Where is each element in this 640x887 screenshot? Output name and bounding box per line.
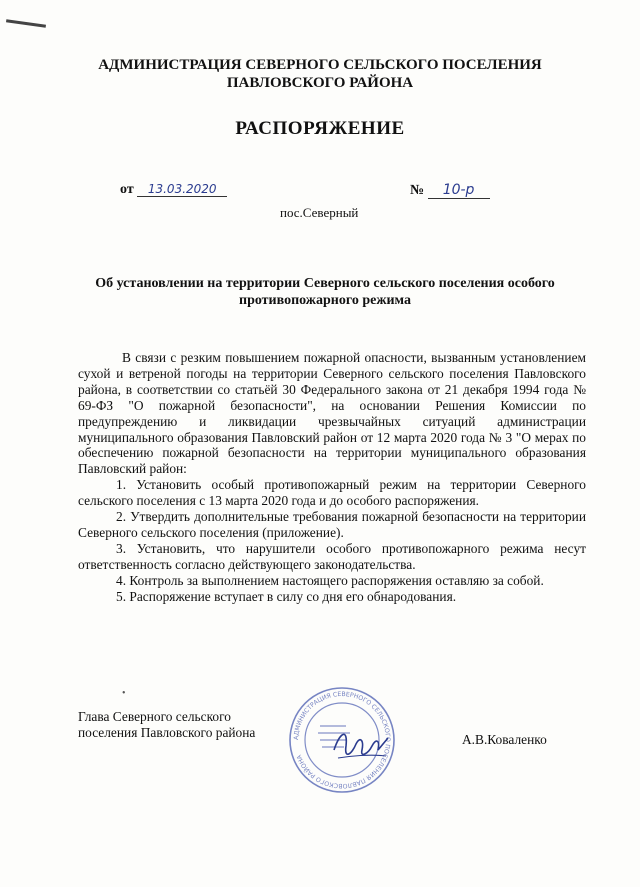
handwritten-signature-icon bbox=[330, 720, 392, 768]
signatory-position bbox=[78, 709, 255, 741]
signatory-position-line-1: Глава Северного сельского bbox=[78, 709, 231, 724]
body-item-3: 3. Установить, что нарушители особого противопожарного режима несут ответственность согласно действующего законодательства. bbox=[78, 540, 586, 572]
number-prefix: № bbox=[410, 183, 425, 198]
date-value: 13.03.2020 bbox=[137, 182, 227, 197]
number-value: 10-р bbox=[428, 182, 490, 199]
body-intro: В связи с резким повышением пожарной опасности, вызванным установлением сухой и ветреной погоды на территории Северного сельского поселения Павловского района, в соответствии со статьёй 30 Федерального закона от 21 декабря 1994 года № 69-ФЗ "О пожарной безопасности", на основании Решения Комиссии по предупреждению и ликвидации чрезвычайных ситуаций администрации муниципального образования Павловский район от 12 марта 2020 года № 3 "О мерах по обеспечению пожарной безопасности на территории муниципального образования Павловский район: bbox=[78, 350, 586, 477]
signatory-position-line-2: поселения Павловского района bbox=[78, 725, 256, 740]
stray-mark: • bbox=[122, 688, 126, 699]
place-of-issue: пос.Северный bbox=[280, 205, 359, 220]
signatory-name: А.В.Коваленко bbox=[462, 732, 547, 747]
date-field bbox=[120, 182, 227, 198]
document-type: РАСПОРЯЖЕНИЕ bbox=[235, 118, 405, 139]
date-prefix: от bbox=[120, 182, 134, 197]
body-item-5: 5. Распоряжение вступает в силу со дня его обнародования. bbox=[116, 588, 457, 604]
stamp-ring-text: АДМИНИСТРАЦИЯ СЕВЕРНОГО СЕЛЬСКОГО ПОСЕЛЕНИЯ ПАВЛОВСКОГО РАЙОНА bbox=[292, 690, 392, 790]
header-line-2: ПАВЛОВСКОГО РАЙОНА bbox=[226, 75, 414, 91]
subject-line-2: противопожарного режима bbox=[239, 293, 411, 308]
body-item-4: 4. Контроль за выполнением настоящего распоряжения оставляю за собой. bbox=[116, 572, 544, 588]
document-subject bbox=[85, 275, 565, 309]
organization-header bbox=[60, 56, 580, 92]
body-item-2: 2. Утвердить дополнительные требования пожарной безопасности на территории Северного сельского поселения (приложение). bbox=[78, 509, 586, 540]
scan-mark bbox=[6, 19, 46, 28]
header-line-1: АДМИНИСТРАЦИЯ СЕВЕРНОГО СЕЛЬСКОГО ПОСЕЛЕНИЯ bbox=[98, 57, 542, 73]
subject-line-1: Об установлении на территории Северного сельского поселения особого bbox=[95, 276, 555, 291]
number-field bbox=[410, 182, 490, 199]
document-body bbox=[78, 350, 586, 605]
body-item-1: 1. Установить особый противопожарный режим на территории Северного сельского поселения с 13 марта 2020 года и до особого распоряжения. bbox=[78, 477, 586, 509]
